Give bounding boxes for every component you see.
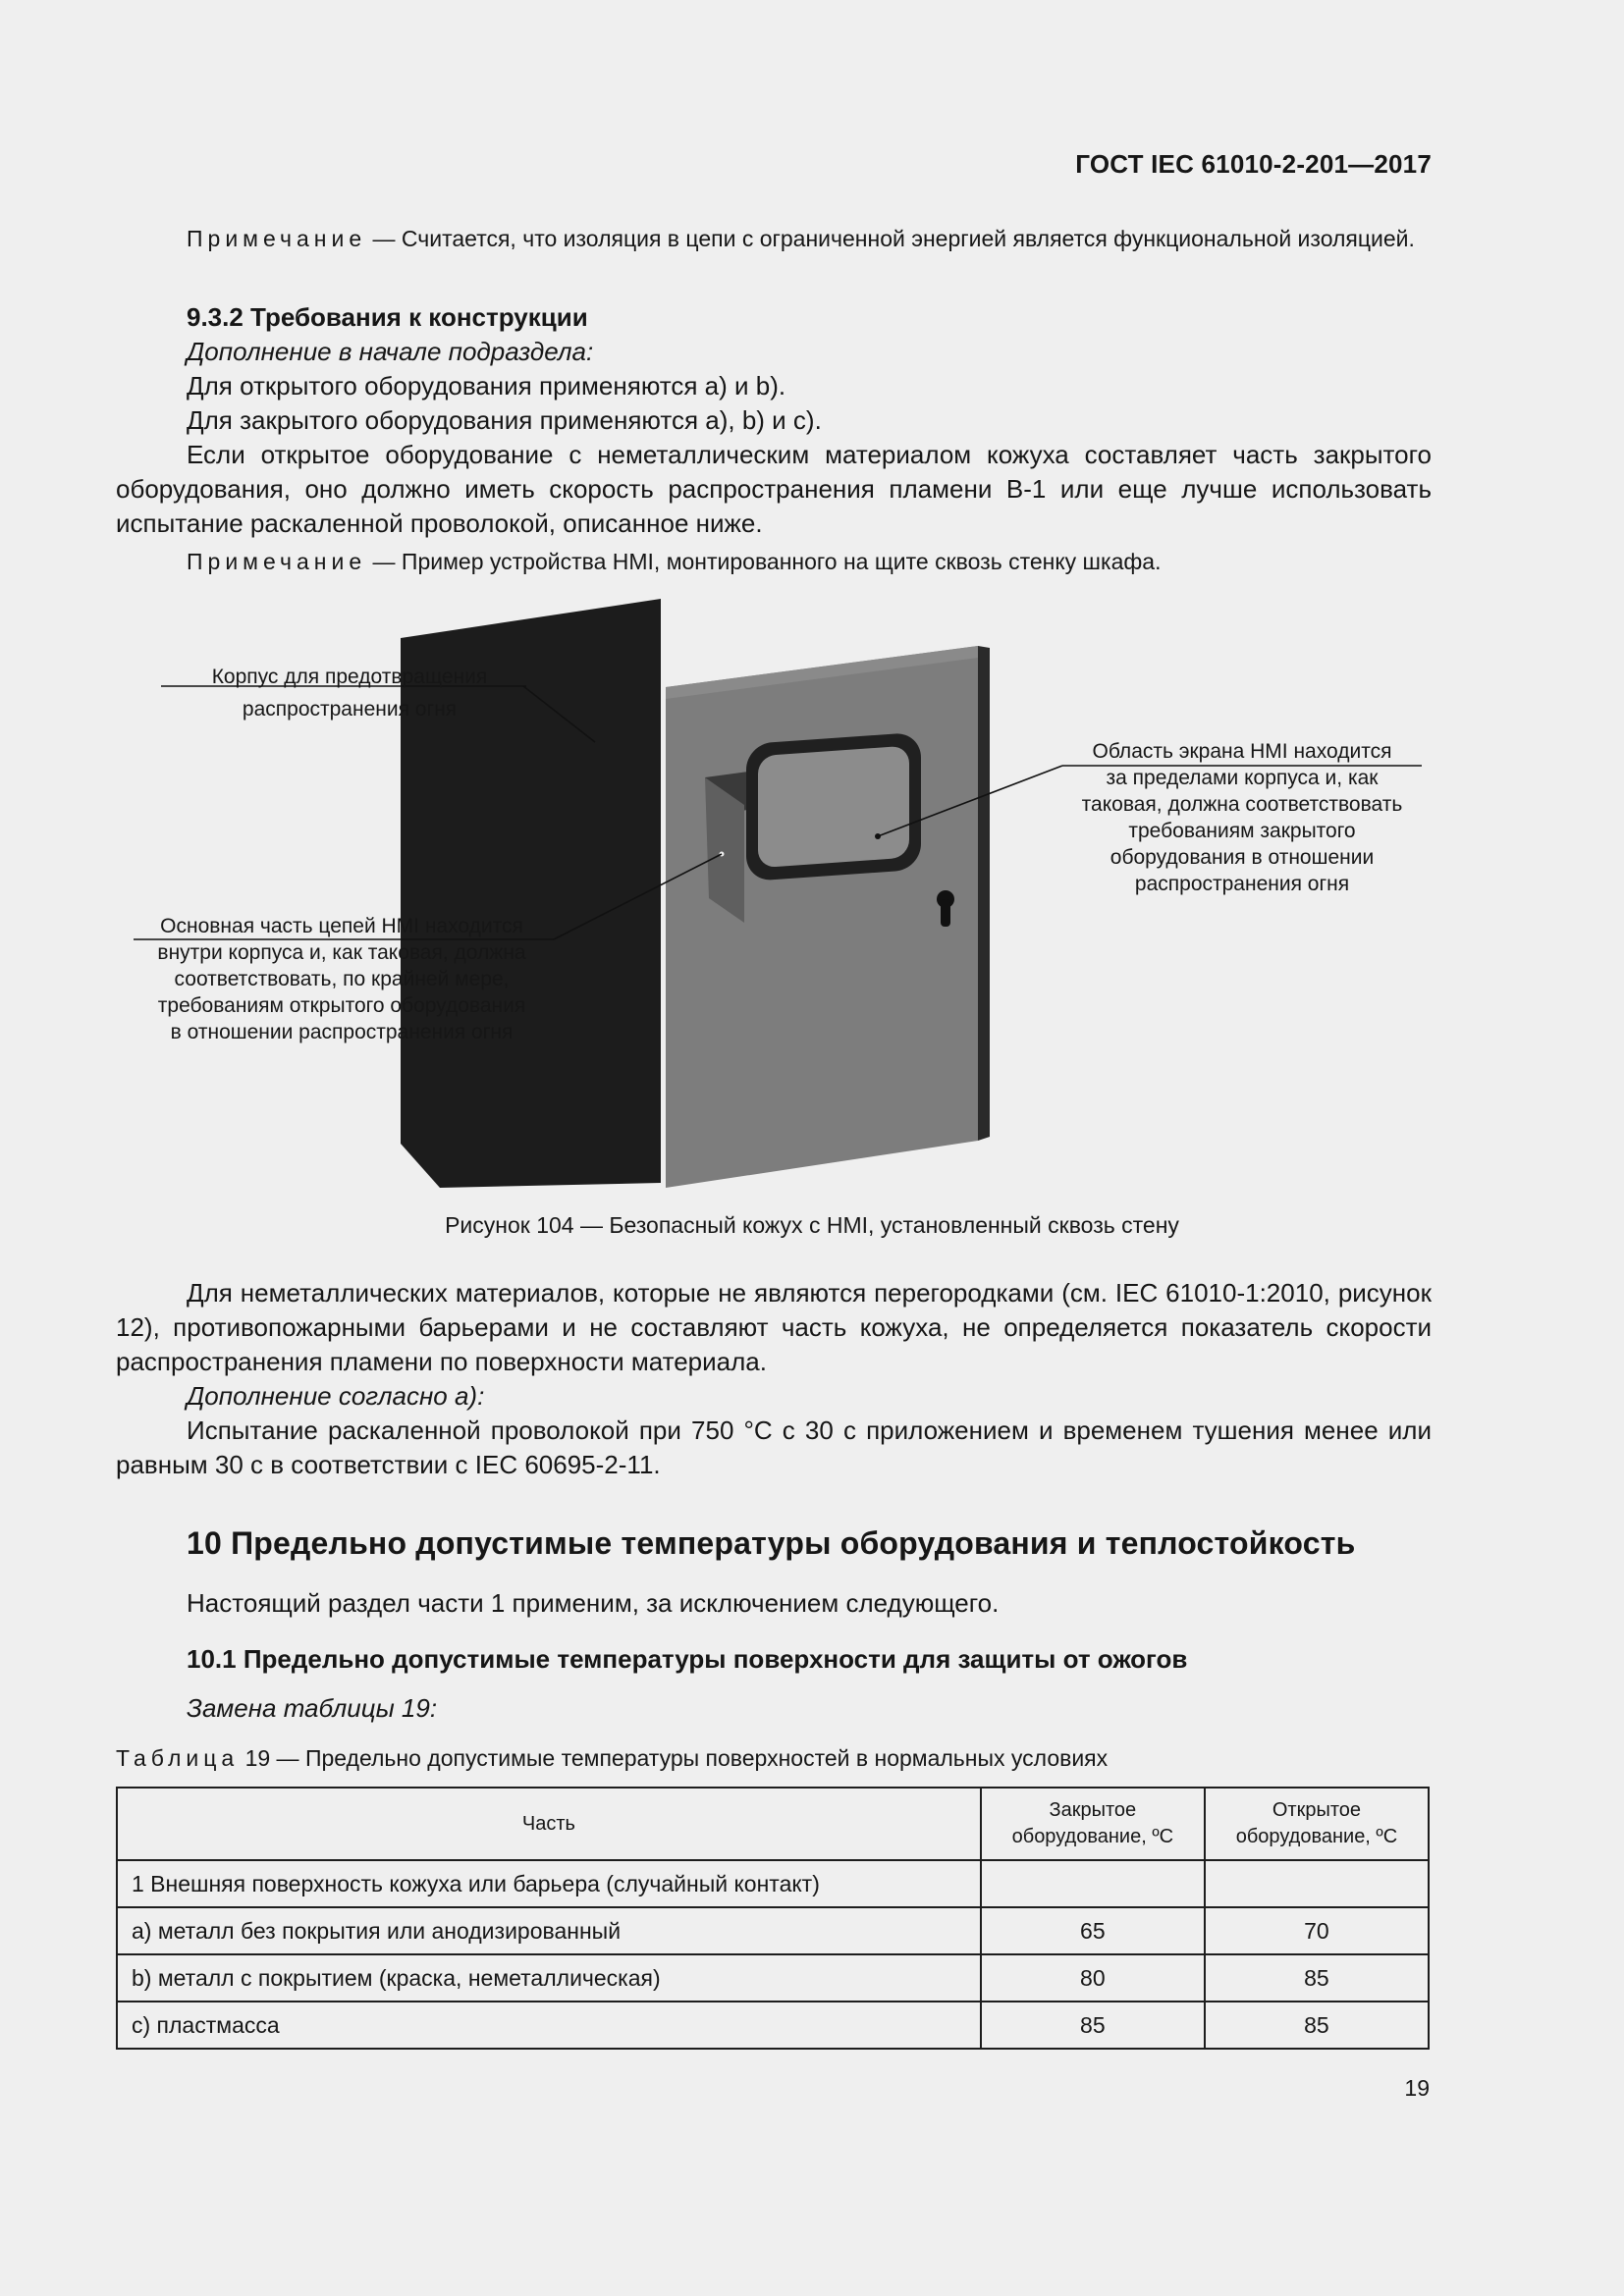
cell-closed: 80	[981, 1954, 1205, 2002]
table-19-title	[116, 1745, 1432, 1772]
section-title: 10.1 Предельно допустимые температуры поверхности для защиты от ожогов	[187, 1644, 1188, 1674]
cell-part: a) металл без покрытия или анодизированный	[117, 1907, 981, 1954]
page-number: 19	[1404, 2075, 1430, 2101]
table-header-row	[117, 1788, 1429, 1860]
table-label: Таблица	[116, 1745, 240, 1771]
note-text: — Пример устройства HMI, монтированного на щите сквозь стенку шкафа.	[366, 549, 1162, 574]
paragraph: Испытание раскаленной проволокой при 750 °С с 30 с приложением и временем тушения менее или равным 30 с в соответствии с IEC 60695-2-11.	[116, 1415, 1432, 1479]
paragraph: Для открытого оборудования применяются a) и b).	[187, 371, 786, 400]
section-intro: Настоящий раздел части 1 применим, за исключением следующего.	[187, 1588, 1000, 1618]
cell-part: 1 Внешняя поверхность кожуха или барьера (случайный контакт)	[117, 1860, 981, 1907]
table-row	[117, 1860, 1429, 1907]
cell-part: b) металл с покрытием (краска, неметаллическая)	[117, 1954, 981, 2002]
section-10-1	[116, 1644, 1432, 1675]
paragraph: Для закрытого оборудования применяются a), b) и c).	[187, 405, 822, 435]
paragraphs-after-figure	[116, 1276, 1432, 1482]
section-10	[116, 1525, 1432, 1562]
header-open: Открытое оборудование, ºС	[1205, 1788, 1429, 1860]
table-row	[117, 1907, 1429, 1954]
note-text: — Считается, что изоляция в цепи с ограниченной энергией является функциональной изоляцией.	[366, 226, 1415, 251]
figure-caption: Рисунок 104 — Безопасный кожух с HMI, установленный сквозь стену	[445, 1212, 1179, 1238]
cell-closed: 85	[981, 2002, 1205, 2049]
table-row	[117, 1954, 1429, 2002]
table-row	[117, 2002, 1429, 2049]
header-part: Часть	[117, 1788, 981, 1860]
header-closed: Закрытое оборудование, ºС	[981, 1788, 1205, 1860]
callout-screen: Область экрана HMI находится за пределами корпуса и, как таковая, должна соответствовать требованиям закрытого оборудования в отношении распространения огня	[1081, 740, 1403, 895]
callout-circuits: Основная часть цепей HMI находится внутри корпуса и, как таковая, должна соответствовать, по крайней мере, требованиям открытого оборудования в отношении распространения огня	[157, 915, 526, 1043]
section-9-3-2	[116, 300, 1432, 541]
section-title: 10 Предельно допустимые температуры оборудования и теплостойкость	[187, 1525, 1356, 1561]
note-1	[116, 224, 1432, 253]
addition-label: Дополнение в начале подраздела:	[187, 337, 594, 366]
document-code: ГОСТ IEC 61010-2-201—2017	[1075, 149, 1432, 179]
note-label: Примечание	[187, 226, 367, 251]
cell-open: 85	[1205, 2002, 1429, 2049]
cell-open: 85	[1205, 1954, 1429, 2002]
table-title-text: 19 — Предельно допустимые температуры поверхностей в нормальных условиях	[239, 1745, 1109, 1771]
note-label: Примечание	[187, 549, 367, 574]
cell-open: 70	[1205, 1907, 1429, 1954]
cell-open	[1205, 1860, 1429, 1907]
cell-part: c) пластмасса	[117, 2002, 981, 2049]
callout-enclosure: Корпус для предотвращения распространения огня	[211, 666, 488, 721]
cell-closed: 65	[981, 1907, 1205, 1954]
cell-closed	[981, 1860, 1205, 1907]
paragraph: Для неметаллических материалов, которые не являются перегородками (см. IEC 61010-1:2010, рисунок 12), противопожарными барьерами и не составляют часть кожуха, не определяется показатель скорости распространения пламени по поверхности материала.	[116, 1278, 1432, 1376]
paragraph: Если открытое оборудование с неметаллическим материалом кожуха составляет часть закрытого оборудования, оно должно иметь скорость распространения пламени В-1 или еще лучше использовать испытание раскаленной проволокой, описанное ниже.	[116, 440, 1432, 538]
table-19	[116, 1787, 1432, 2050]
replacement-label: Замена таблицы 19:	[187, 1693, 438, 1723]
addition-label: Дополнение согласно a):	[187, 1381, 485, 1411]
figure-104	[116, 599, 1432, 1207]
note-2	[116, 547, 1432, 576]
section-title: 9.3.2 Требования к конструкции	[187, 302, 588, 332]
